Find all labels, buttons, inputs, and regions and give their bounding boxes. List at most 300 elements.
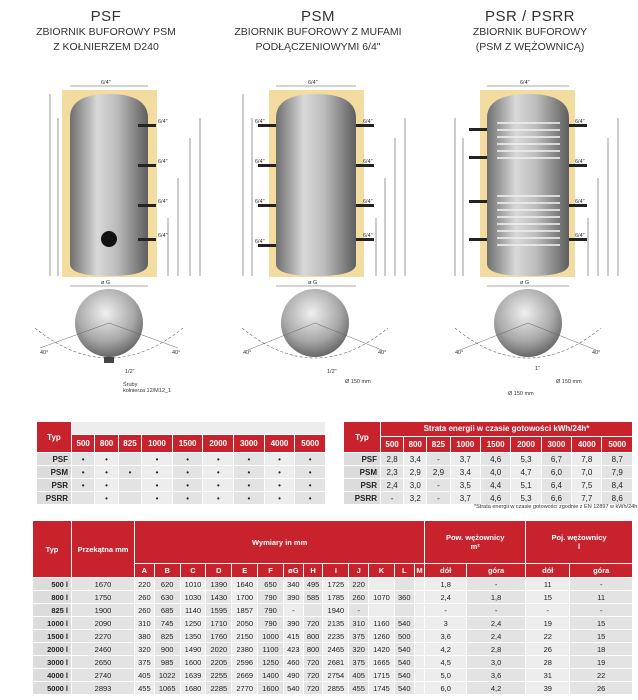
row-type: PSM [37, 466, 72, 479]
label-port: 6/4" [363, 199, 373, 205]
table-row [37, 466, 326, 479]
label-top: 6/4" [520, 80, 530, 86]
dimension-value: 1160 [369, 617, 395, 630]
pow-dol-value: 4,2 [425, 643, 467, 656]
table-row [33, 591, 633, 604]
przekatna-value: 1670 [72, 578, 135, 591]
dimension-value: 455 [135, 682, 155, 695]
column-header: 1000 [450, 436, 480, 452]
energy-value: 6,4 [541, 479, 571, 492]
pow-gora-value: 2,4 [467, 630, 526, 643]
dimension-value: 2596 [232, 656, 258, 669]
availability-header-row [37, 435, 326, 453]
dimension-value: 1350 [180, 630, 206, 643]
energy-value: 2,9 [427, 466, 450, 479]
label-port: 6/4" [363, 233, 373, 239]
dimension-value: 500 [394, 630, 414, 643]
przekatna-value: 2270 [72, 630, 135, 643]
sub-dol: dół [526, 564, 570, 578]
table-row [33, 656, 633, 669]
row-type: 500 l [33, 578, 72, 591]
availability-mark: • [234, 492, 265, 505]
pow-dol-value: - [425, 604, 467, 617]
label-port: 6/4" [363, 119, 373, 125]
product-subtitle: ZBIORNIK BUFOROWY Z MUFAMI [234, 26, 402, 38]
dimension-value: 2020 [206, 643, 232, 656]
row-type: 800 l [33, 591, 72, 604]
row-type: 1000 l [33, 617, 72, 630]
dimension-value: 540 [394, 669, 414, 682]
dimension-value [414, 591, 425, 604]
dimensions-table [32, 520, 633, 695]
availability-mark [118, 453, 141, 466]
dimension-value: 375 [349, 656, 369, 669]
poj-gora-value: 15 [570, 630, 633, 643]
dimension-value: 1639 [180, 669, 206, 682]
product-subtitle: PODŁĄCZENIOWYMI 6/4" [255, 41, 381, 53]
label-top: 6/4" [308, 80, 318, 86]
product-subtitle: ZBIORNIK BUFOROWY PSM [36, 26, 176, 38]
dimension-value: 720 [303, 656, 323, 669]
availability-mark: • [95, 492, 118, 505]
dimension-letter: B [154, 564, 180, 578]
dimension-value [394, 604, 414, 617]
label-port: 6/4" [575, 199, 585, 205]
table-row [33, 604, 633, 617]
dimension-value [369, 604, 395, 617]
dimension-value: 2681 [323, 656, 349, 669]
label-flange-note: Śruby [123, 382, 138, 388]
availability-mark: • [142, 479, 173, 492]
energy-value: 8,4 [602, 479, 633, 492]
label-d150: Ø 150 mm [508, 391, 534, 397]
label-port: 6/4" [575, 233, 585, 239]
label-port: 6/4" [158, 159, 168, 165]
label-port: 6/4" [575, 119, 585, 125]
availability-mark [118, 492, 141, 505]
product-subtitle: (PSM Z WĘŻOWNICĄ) [475, 41, 585, 53]
dimension-value: 2205 [206, 656, 232, 669]
availability-mark: • [142, 453, 173, 466]
energy-value: 4,0 [480, 466, 510, 479]
energy-value: - [427, 479, 450, 492]
dimension-value: 1785 [323, 591, 349, 604]
pow-dol-value: 5,0 [425, 669, 467, 682]
energy-value: 3,5 [450, 479, 480, 492]
dimension-value: 685 [154, 604, 180, 617]
label-port: 6/4" [363, 159, 373, 165]
dimension-value [414, 604, 425, 617]
dimension-value: 720 [303, 617, 323, 630]
poj-gora-value: - [570, 578, 633, 591]
dimension-value: 2669 [232, 669, 258, 682]
table-row [37, 492, 326, 505]
dimension-value: 2465 [323, 643, 349, 656]
row-type: 3000 l [33, 656, 72, 669]
availability-mark: • [172, 466, 203, 479]
poj-gora-value: 11 [570, 591, 633, 604]
poj-gora-value: 26 [570, 682, 633, 695]
pow-gora-value: 2,4 [467, 617, 526, 630]
availability-mark: • [203, 466, 234, 479]
table-row [344, 479, 633, 492]
dimension-value: 825 [154, 630, 180, 643]
availability-mark: • [142, 492, 173, 505]
product-subtitle: ZBIORNIK BUFOROWY [472, 26, 588, 38]
energy-value: - [427, 492, 450, 505]
dimension-value: 320 [349, 643, 369, 656]
energy-value: 2,3 [381, 466, 404, 479]
dimension-value: 1665 [369, 656, 395, 669]
availability-mark: • [203, 492, 234, 505]
availability-mark: • [95, 479, 118, 492]
table-row [37, 479, 326, 492]
pow-gora-value: 3,6 [467, 669, 526, 682]
label-port: 6/4" [575, 159, 585, 165]
product-title: PSM [300, 8, 335, 25]
energy-value: - [381, 492, 404, 505]
col-wymiary: Wymiary in mm [135, 521, 425, 564]
dimension-value: 2255 [206, 669, 232, 682]
column-header: 500 [72, 435, 95, 453]
dimension-value: 1140 [180, 604, 206, 617]
dimension-value: 620 [154, 578, 180, 591]
column-header: 5000 [295, 435, 326, 453]
energy-value: 6,7 [541, 453, 571, 466]
dimension-value: 2380 [232, 643, 258, 656]
dimension-value: - [283, 604, 303, 617]
energy-value: 8,6 [602, 492, 633, 505]
energy-value: 3,4 [450, 466, 480, 479]
column-header: 2000 [203, 435, 234, 453]
dimension-value: 1640 [232, 578, 258, 591]
energy-value: 8,7 [602, 453, 633, 466]
poj-dol-value: 19 [526, 617, 570, 630]
dimension-letter: K [369, 564, 395, 578]
dimension-letter: øG [283, 564, 303, 578]
dimension-value: 1260 [369, 630, 395, 643]
dimension-value: 800 [303, 630, 323, 643]
dimension-letter: E [232, 564, 258, 578]
pow-dol-value: 4,5 [425, 656, 467, 669]
dimension-value: 800 [303, 643, 323, 656]
column-header: 500 [381, 436, 404, 452]
row-type: PSRR [37, 492, 72, 505]
row-type: PSF [37, 453, 72, 466]
label-angle: 40° [378, 350, 387, 356]
label-flange-note: kołnierza 12/M12_1 [123, 388, 172, 394]
dimension-value: 1010 [180, 578, 206, 591]
col-pow-l1: Pow. wężownicy [445, 533, 505, 543]
energy-table [343, 421, 633, 505]
label-port: 6/4" [255, 239, 265, 245]
poj-dol-value: 28 [526, 656, 570, 669]
dimension-value: 1725 [323, 578, 349, 591]
energy-value: 6,6 [541, 492, 571, 505]
availability-table [36, 421, 326, 505]
row-type: 2000 l [33, 643, 72, 656]
dimension-value: 1490 [180, 643, 206, 656]
dimension-value [414, 656, 425, 669]
dimension-value: 260 [349, 591, 369, 604]
dimension-value: 1710 [206, 617, 232, 630]
product-psm-header [212, 0, 424, 55]
dimension-value [414, 617, 425, 630]
dimension-letter: J [349, 564, 369, 578]
availability-mark: • [234, 453, 265, 466]
dimension-value: 985 [154, 656, 180, 669]
dimension-value: 405 [135, 669, 155, 682]
dimension-value: 900 [154, 643, 180, 656]
dimension-value: 2770 [232, 682, 258, 695]
pow-gora-value: 3,0 [467, 656, 526, 669]
dimension-value: - [349, 604, 369, 617]
col-pow-l2: m² [470, 542, 480, 552]
energy-value: 5,3 [511, 492, 541, 505]
label-angle: 40° [455, 350, 464, 356]
availability-mark: • [172, 479, 203, 492]
availability-mark: • [72, 453, 95, 466]
dimension-value: 375 [349, 630, 369, 643]
dimension-value: 2235 [323, 630, 349, 643]
availability-mark: • [203, 453, 234, 466]
dimension-value: 720 [303, 669, 323, 682]
poj-dol-value: 22 [526, 630, 570, 643]
dimension-value: 220 [349, 578, 369, 591]
energy-value: 5,1 [511, 479, 541, 492]
row-type: PSR [37, 479, 72, 492]
pow-dol-value: 3 [425, 617, 467, 630]
dimension-letter: M [414, 564, 425, 578]
dimension-value: 790 [258, 604, 284, 617]
przekatna-value: 2740 [72, 669, 135, 682]
dimension-value: 340 [283, 578, 303, 591]
table-row [33, 682, 633, 695]
energy-value: 3,7 [450, 453, 480, 466]
row-type: PSF [344, 453, 381, 466]
row-type: 1500 l [33, 630, 72, 643]
poj-gora-value: 18 [570, 643, 633, 656]
label-d150: Ø 150 mm [345, 379, 371, 385]
availability-mark: • [95, 453, 118, 466]
label-port: 6/4" [255, 159, 265, 165]
dimension-value: 540 [394, 682, 414, 695]
przekatna-value: 2893 [72, 682, 135, 695]
energy-value: 5,3 [511, 453, 541, 466]
row-type: 4000 l [33, 669, 72, 682]
dimension-value [414, 669, 425, 682]
energy-value: 3,2 [404, 492, 427, 505]
energy-value: 3,7 [450, 492, 480, 505]
dimension-letter: H [303, 564, 323, 578]
poj-dol-value: 31 [526, 669, 570, 682]
dimension-value: 260 [135, 591, 155, 604]
pow-gora-value: 1,8 [467, 591, 526, 604]
dimension-value: 1600 [258, 682, 284, 695]
label-g: ø G [101, 280, 111, 286]
dimension-value: 360 [394, 591, 414, 604]
column-header: 2000 [511, 436, 541, 452]
dimension-value: 1745 [369, 682, 395, 695]
dimension-value: 375 [135, 656, 155, 669]
label-angle: 40° [172, 350, 181, 356]
table-row [33, 617, 633, 630]
availability-mark: • [264, 479, 295, 492]
energy-value: 4,7 [511, 466, 541, 479]
przekatna-value: 1750 [72, 591, 135, 604]
col-poj [526, 521, 633, 564]
table-corner: Typ [344, 422, 381, 453]
dimension-value: 490 [283, 669, 303, 682]
dimension-value: 415 [283, 630, 303, 643]
dimension-value: 790 [258, 617, 284, 630]
col-przekatna: Przekątna mm [72, 521, 135, 578]
dimension-value: 1680 [180, 682, 206, 695]
energy-value: 7,9 [602, 466, 633, 479]
product-psr-header [424, 0, 636, 55]
dimension-value: 1430 [206, 591, 232, 604]
col-typ: Typ [33, 521, 72, 578]
availability-mark: • [264, 492, 295, 505]
dimension-value: 1000 [258, 630, 284, 643]
availability-mark: • [295, 479, 326, 492]
availability-mark: • [203, 479, 234, 492]
availability-mark: • [295, 492, 326, 505]
dimension-value: 2050 [232, 617, 258, 630]
energy-value: 3,0 [404, 479, 427, 492]
table-row [344, 466, 633, 479]
dimension-letter: D [206, 564, 232, 578]
label-top: 6/4" [101, 80, 111, 86]
pow-gora-value: - [467, 578, 526, 591]
label-d150: Ø 150 mm [556, 379, 582, 385]
dimension-value [414, 630, 425, 643]
poj-gora-value: 15 [570, 617, 633, 630]
row-type: PSRR [344, 492, 381, 505]
dimension-value: 2754 [323, 669, 349, 682]
label-angle: 40° [243, 350, 252, 356]
availability-mark: • [234, 479, 265, 492]
psf-drawing [35, 86, 200, 363]
poj-gora-value: 22 [570, 669, 633, 682]
przekatna-value: 1900 [72, 604, 135, 617]
table-row [33, 643, 633, 656]
label-angle: 40° [40, 350, 49, 356]
dimension-value: 585 [303, 591, 323, 604]
label-g: ø G [308, 280, 318, 286]
availability-mark: • [264, 453, 295, 466]
table-row [344, 492, 633, 505]
dimension-letter: C [180, 564, 206, 578]
dimension-value: 460 [283, 656, 303, 669]
pow-dol-value: 1,8 [425, 578, 467, 591]
column-header: 825 [118, 435, 141, 453]
energy-value: 7,5 [572, 479, 602, 492]
dimension-value: 1400 [258, 669, 284, 682]
row-type: PSM [344, 466, 381, 479]
energy-value: 2,9 [404, 466, 427, 479]
product-psf-header [0, 0, 212, 55]
label-port: 6/4" [158, 233, 168, 239]
column-header: 1000 [142, 435, 173, 453]
dimension-value [394, 578, 414, 591]
col-pow [425, 521, 526, 564]
psr-drawing [455, 86, 618, 358]
dimension-value: 455 [349, 682, 369, 695]
dimension-value: 1030 [180, 591, 206, 604]
column-header: 800 [95, 435, 118, 453]
dimension-value: 1065 [154, 682, 180, 695]
dimension-value: 1760 [206, 630, 232, 643]
table-row [33, 578, 633, 591]
column-header: 1500 [172, 435, 203, 453]
label-port: 6/4" [158, 119, 168, 125]
sub-dol: dół [425, 564, 467, 578]
label-port: 6/4" [255, 119, 265, 125]
availability-mark: • [142, 466, 173, 479]
pow-dol-value: 2,4 [425, 591, 467, 604]
energy-value: 3,4 [404, 453, 427, 466]
dimension-value [414, 682, 425, 695]
dimension-value: 390 [283, 617, 303, 630]
label-half-inch: 1/2" [327, 369, 337, 375]
col-poj-l2: l [578, 542, 581, 552]
table-corner: Typ [37, 422, 72, 453]
poj-dol-value: 11 [526, 578, 570, 591]
row-type: 5000 l [33, 682, 72, 695]
dimension-value: 540 [283, 682, 303, 695]
dimension-value: 310 [349, 617, 369, 630]
dimension-value: 310 [135, 617, 155, 630]
energy-value: 4,4 [480, 479, 510, 492]
tank-drawings [0, 78, 638, 408]
psm-drawing [242, 86, 405, 358]
availability-mark: • [172, 492, 203, 505]
dimension-value: 540 [394, 617, 414, 630]
dimension-value: 1600 [180, 656, 206, 669]
energy-value: - [427, 453, 450, 466]
dimension-letter: L [394, 564, 414, 578]
dimension-value: 495 [303, 578, 323, 591]
energy-value: 7,0 [572, 466, 602, 479]
energy-value: 2,4 [381, 479, 404, 492]
dimension-value: 1070 [369, 591, 395, 604]
column-header: 1500 [480, 436, 510, 452]
label-port: 6/4" [158, 199, 168, 205]
energy-value: 4,6 [480, 453, 510, 466]
availability-mark: • [95, 466, 118, 479]
dimension-value: 1250 [258, 656, 284, 669]
dimension-value: 405 [349, 669, 369, 682]
availability-mark: • [295, 453, 326, 466]
availability-mark: • [295, 466, 326, 479]
energy-value: 2,8 [381, 453, 404, 466]
product-title: PSR / PSRR [484, 8, 576, 25]
dimension-value: 220 [135, 578, 155, 591]
dimension-value: 1715 [369, 669, 395, 682]
label-angle: 40° [592, 350, 601, 356]
column-header: 3000 [541, 436, 571, 452]
energy-footnote: *Strata energii w czasie gotowości zgodnie z EN 12897 w kWh/24h [474, 504, 638, 510]
poj-gora-value: - [570, 604, 633, 617]
label-half-inch: 1/2" [125, 369, 135, 375]
przekatna-value: 2650 [72, 656, 135, 669]
table-row [33, 630, 633, 643]
product-subtitle: Z KOŁNIERZEM D240 [53, 41, 159, 53]
label-g: ø G [520, 280, 530, 286]
dimension-value: 2855 [323, 682, 349, 695]
dimension-value: 630 [154, 591, 180, 604]
